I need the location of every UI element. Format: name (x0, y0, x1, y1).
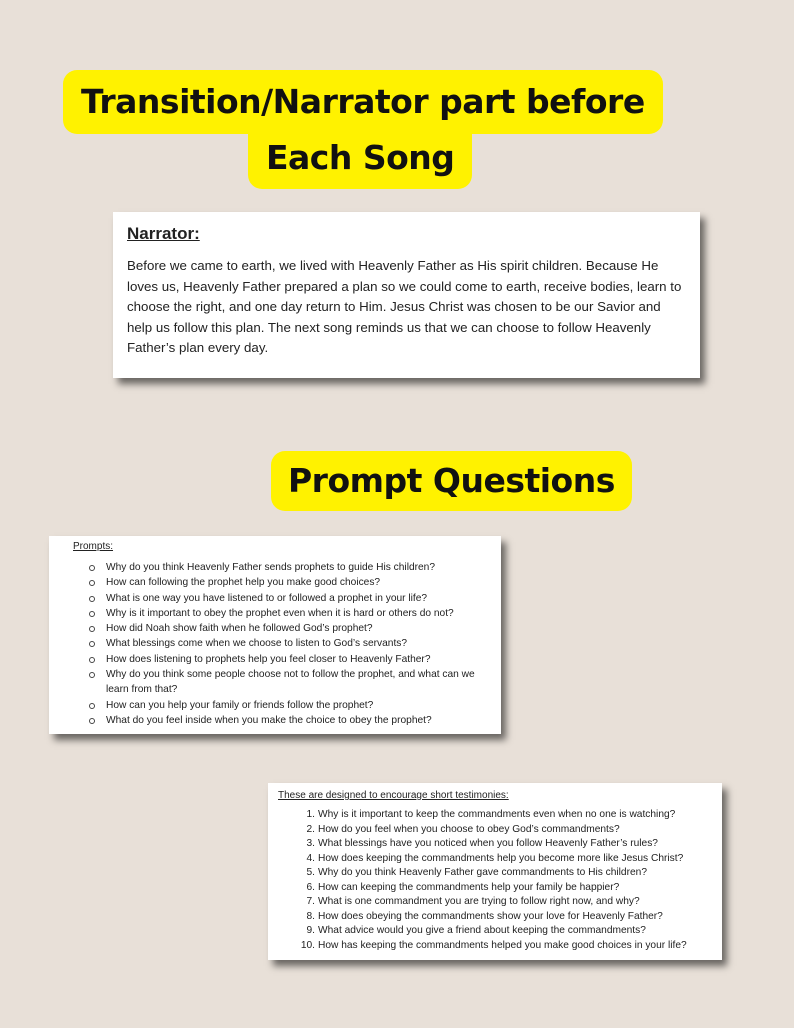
testimony-item (278, 895, 712, 910)
item-text: What blessings have you noticed when you follow Heavenly Father’s rules? (318, 838, 658, 849)
testimony-item (278, 910, 712, 925)
testimony-item (278, 823, 712, 838)
prompt-item: What blessings come when we choose to listen to God’s servants? (73, 636, 491, 651)
narrator-label: Narrator: (127, 224, 200, 243)
item-text: Why is it important to keep the commandments even when no one is watching? (318, 809, 676, 820)
prompt-item: Why do you think Heavenly Father sends prophets to guide His children? (73, 560, 491, 575)
prompt-item: What is one way you have listened to or followed a prophet in your life? (73, 591, 491, 606)
prompts-card (49, 536, 501, 734)
testimony-card (268, 783, 722, 960)
testimony-list (278, 808, 712, 953)
narrator-card (113, 212, 700, 378)
prompt-item: How can you help your family or friends follow the prophet? (73, 698, 491, 713)
title-line-2: Each Song (248, 127, 472, 189)
testimony-item (278, 924, 712, 939)
title-line-1: Transition/Narrator part before (63, 70, 663, 134)
prompt-item: Why is it important to obey the prophet even when it is hard or others do not? (73, 606, 491, 621)
prompts-list (73, 560, 491, 728)
item-number: 9. (306, 925, 315, 936)
item-number: 3. (306, 838, 315, 849)
item-text: How has keeping the commandments helped you make good choices in your life? (318, 939, 687, 951)
prompt-item: How did Noah show faith when he followed God’s prophet? (73, 621, 491, 636)
testimony-item (278, 837, 712, 852)
item-number: 6. (306, 881, 315, 893)
prompt-item: How does listening to prophets help you feel closer to Heavenly Father? (73, 652, 491, 667)
item-text: How does obeying the commandments show your love for Heavenly Father? (318, 910, 663, 922)
item-number: 4. (306, 852, 315, 864)
prompt-item: Why do you think some people choose not to follow the prophet, and what can we learn from that? (73, 667, 491, 698)
item-text: How can keeping the commandments help your family be happier? (318, 881, 620, 893)
testimony-item (278, 881, 712, 896)
testimony-item (278, 808, 712, 823)
prompt-item: How can following the prophet help you make good choices? (73, 575, 491, 590)
item-text: Why do you think Heavenly Father gave commandments to His children? (318, 867, 647, 878)
testimony-item (278, 866, 712, 881)
item-number: 2. (306, 823, 315, 835)
item-text: What advice would you give a friend about keeping the commandments? (318, 925, 646, 936)
testimony-label: These are designed to encourage short testimonies: (278, 790, 509, 801)
item-text: How do you feel when you choose to obey God’s commandments? (318, 823, 620, 835)
prompt-questions-heading: Prompt Questions (271, 451, 632, 511)
testimony-item (278, 939, 712, 954)
item-number: 7. (306, 896, 315, 907)
narrator-text: Before we came to earth, we lived with Heavenly Father as His spirit children. Because He loves us, Heavenly Father prepared a plan so we could come to earth, receive bodies, learn to choose the right, and one day return to Him. Jesus Christ was chosen to be our Savior and help us follow this plan. The next song reminds us that we can choose to follow Heavenly Father’s plan every day. (127, 258, 682, 355)
item-number: 5. (306, 867, 315, 878)
testimony-item (278, 852, 712, 867)
item-number: 8. (306, 910, 315, 922)
item-text: What is one commandment you are trying to follow right now, and why? (318, 896, 640, 907)
prompts-label: Prompts: (73, 541, 114, 552)
prompt-item: What do you feel inside when you make the choice to obey the prophet? (73, 713, 491, 728)
item-text: How does keeping the commandments help you become more like Jesus Christ? (318, 852, 684, 864)
item-number: 10. (300, 939, 315, 951)
item-number: 1. (306, 809, 315, 820)
